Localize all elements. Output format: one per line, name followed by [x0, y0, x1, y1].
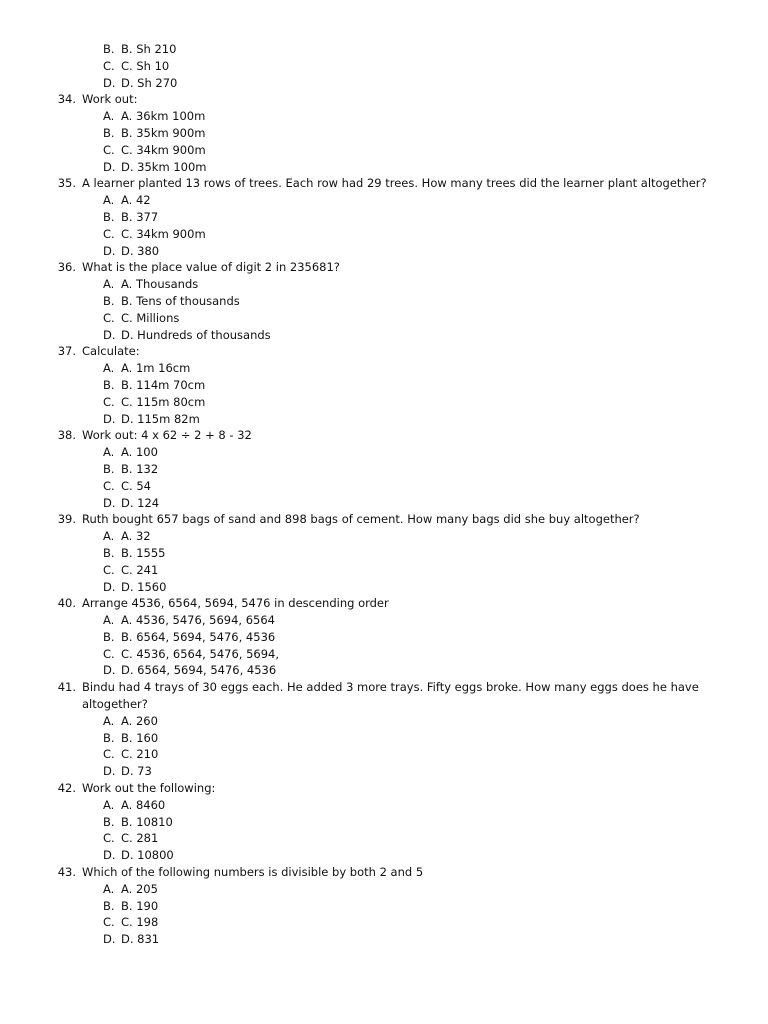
question-block	[0, 780, 768, 864]
option-text: A. 32	[121, 529, 151, 544]
option-text: D. 6564, 5694, 5476, 4536	[121, 663, 277, 678]
option-text: A. 42	[121, 193, 151, 208]
question-text: Work out the following:	[82, 781, 216, 796]
document-page	[0, 41, 768, 948]
answer-option	[0, 528, 768, 545]
answer-option	[0, 377, 768, 394]
option-text: C. 4536, 6564, 5476, 5694,	[121, 646, 279, 661]
option-text: A. 260	[121, 713, 158, 728]
answer-option	[0, 41, 768, 58]
answer-option	[0, 75, 768, 92]
option-letter: B.	[103, 730, 115, 745]
answer-option	[0, 495, 768, 512]
option-letter: D.	[103, 579, 116, 594]
answer-option	[0, 898, 768, 915]
option-text: D. Sh 270	[121, 75, 178, 90]
option-letter: A.	[103, 277, 115, 292]
option-letter: D.	[103, 663, 116, 678]
question-block	[0, 679, 768, 780]
option-letter: D.	[103, 75, 116, 90]
answer-option	[0, 746, 768, 763]
option-letter: A.	[103, 445, 115, 460]
option-text: B. 35km 900m	[121, 125, 206, 140]
option-letter: A.	[103, 797, 115, 812]
option-text: C. 241	[121, 562, 159, 577]
question-block	[0, 864, 768, 948]
answer-option	[0, 411, 768, 428]
answer-option	[0, 478, 768, 495]
question-block	[0, 427, 768, 511]
question-number: 38.	[57, 428, 76, 443]
option-letter: C.	[103, 562, 115, 577]
question-line	[0, 427, 768, 444]
answer-option	[0, 646, 768, 663]
continued-options	[0, 41, 768, 91]
question-block	[0, 343, 768, 427]
question-number: 41.	[57, 680, 76, 695]
option-letter: D.	[103, 159, 116, 174]
answer-option	[0, 293, 768, 310]
option-letter: D.	[103, 411, 116, 426]
answer-option	[0, 797, 768, 814]
option-text: D. 35km 100m	[121, 159, 207, 174]
answer-option	[0, 545, 768, 562]
option-text: A. 8460	[121, 797, 166, 812]
option-letter: B.	[103, 377, 115, 392]
option-text: C. 54	[121, 478, 151, 493]
question-block	[0, 259, 768, 343]
option-letter: D.	[103, 327, 116, 342]
answer-option	[0, 914, 768, 931]
question-number: 42.	[57, 781, 76, 796]
question-number: 34.	[57, 92, 76, 107]
question-line	[0, 679, 768, 713]
option-letter: C.	[103, 394, 115, 409]
question-block	[0, 595, 768, 679]
option-text: C. 198	[121, 915, 159, 930]
option-text: C. 34km 900m	[121, 226, 206, 241]
option-letter: A.	[103, 713, 115, 728]
question-number: 39.	[57, 512, 76, 527]
option-letter: C.	[103, 831, 115, 846]
answer-option	[0, 579, 768, 596]
option-letter: B.	[103, 42, 115, 56]
question-line	[0, 595, 768, 612]
option-letter: B.	[103, 545, 115, 560]
option-letter: C.	[103, 915, 115, 930]
option-letter: B.	[103, 461, 115, 476]
question-number: 40.	[57, 596, 76, 611]
question-text: Work out: 4 x 62 ÷ 2 + 8 - 32	[82, 428, 252, 443]
option-text: D. 73	[121, 764, 152, 779]
option-text: D. 10800	[121, 848, 174, 863]
option-letter: A.	[103, 529, 115, 544]
option-letter: C.	[103, 478, 115, 493]
option-text: D. 831	[121, 932, 160, 947]
answer-option	[0, 243, 768, 260]
option-text: B. 190	[121, 898, 159, 913]
option-letter: D.	[103, 932, 116, 947]
option-text: D. 380	[121, 243, 160, 258]
question-text: Work out:	[82, 92, 138, 107]
option-letter: C.	[103, 142, 115, 157]
answer-option	[0, 830, 768, 847]
option-text: A. Thousands	[121, 277, 199, 292]
option-letter: B.	[103, 629, 115, 644]
option-text: B. Sh 210	[121, 42, 177, 56]
question-line	[0, 259, 768, 276]
option-text: B. 160	[121, 730, 159, 745]
answer-option	[0, 814, 768, 831]
question-text: Which of the following numbers is divisible by both 2 and 5	[82, 865, 424, 880]
option-letter: C.	[103, 310, 115, 325]
option-letter: C.	[103, 58, 115, 73]
option-text: A. 205	[121, 881, 158, 896]
answer-option	[0, 562, 768, 579]
answer-option	[0, 730, 768, 747]
question-line	[0, 511, 768, 528]
option-text: B. 114m 70cm	[121, 377, 206, 392]
option-letter: D.	[103, 764, 116, 779]
option-letter: B.	[103, 814, 115, 829]
answer-option	[0, 713, 768, 730]
option-text: C. 281	[121, 831, 159, 846]
option-letter: D.	[103, 848, 116, 863]
answer-option	[0, 931, 768, 948]
answer-option	[0, 226, 768, 243]
option-text: A. 4536, 5476, 5694, 6564	[121, 613, 275, 628]
answer-option	[0, 881, 768, 898]
question-line	[0, 91, 768, 108]
option-letter: A.	[103, 193, 115, 208]
answer-option	[0, 276, 768, 293]
answer-option	[0, 662, 768, 679]
question-line	[0, 175, 768, 192]
answer-option	[0, 444, 768, 461]
option-text: B. 377	[121, 209, 159, 224]
answer-option	[0, 108, 768, 125]
option-letter: D.	[103, 495, 116, 510]
question-text: Bindu had 4 trays of 30 eggs each. He added 3 more trays. Fifty eggs broke. How many eggs does he have altogether?	[82, 680, 699, 712]
answer-option	[0, 612, 768, 629]
answer-option	[0, 763, 768, 780]
answer-option	[0, 209, 768, 226]
option-letter: D.	[103, 243, 116, 258]
option-letter: A.	[103, 109, 115, 124]
answer-option	[0, 142, 768, 159]
option-letter: C.	[103, 747, 115, 762]
question-text: Calculate:	[82, 344, 140, 359]
option-letter: C.	[103, 226, 115, 241]
option-text: D. 115m 82m	[121, 411, 200, 426]
answer-option	[0, 327, 768, 344]
option-text: B. 10810	[121, 814, 173, 829]
option-text: A. 1m 16cm	[121, 361, 191, 376]
question-block	[0, 175, 768, 259]
question-number: 37.	[57, 344, 76, 359]
question-block	[0, 91, 768, 175]
question-line	[0, 864, 768, 881]
option-letter: A.	[103, 881, 115, 896]
option-text: C. 210	[121, 747, 159, 762]
question-number: 35.	[57, 176, 76, 191]
option-text: D. 124	[121, 495, 160, 510]
option-text: C. Sh 10	[121, 58, 170, 73]
answer-option	[0, 159, 768, 176]
option-letter: B.	[103, 293, 115, 308]
answer-option	[0, 310, 768, 327]
option-text: B. 6564, 5694, 5476, 4536	[121, 629, 276, 644]
question-text: Arrange 4536, 6564, 5694, 5476 in descending order	[82, 596, 389, 611]
question-number: 43.	[57, 865, 76, 880]
option-letter: A.	[103, 361, 115, 376]
question-text: A learner planted 13 rows of trees. Each row had 29 trees. How many trees did the learner plant altogether?	[82, 176, 707, 191]
question-line	[0, 780, 768, 797]
option-letter: A.	[103, 613, 115, 628]
question-text: Ruth bought 657 bags of sand and 898 bags of cement. How many bags did she buy altogether?	[82, 512, 640, 527]
question-line	[0, 343, 768, 360]
option-text: B. Tens of thousands	[121, 293, 240, 308]
answer-option	[0, 461, 768, 478]
option-text: C. 115m 80cm	[121, 394, 206, 409]
answer-option	[0, 394, 768, 411]
option-text: D. Hundreds of thousands	[121, 327, 271, 342]
question-text: What is the place value of digit 2 in 235681?	[82, 260, 340, 275]
answer-option	[0, 192, 768, 209]
option-text: C. Millions	[121, 310, 180, 325]
question-number: 36.	[57, 260, 76, 275]
option-text: D. 1560	[121, 579, 167, 594]
answer-option	[0, 847, 768, 864]
option-letter: B.	[103, 898, 115, 913]
option-text: C. 34km 900m	[121, 142, 206, 157]
answer-option	[0, 125, 768, 142]
answer-option	[0, 629, 768, 646]
option-letter: B.	[103, 209, 115, 224]
option-text: B. 132	[121, 461, 159, 476]
answer-option	[0, 360, 768, 377]
question-block	[0, 511, 768, 595]
option-text: A. 36km 100m	[121, 109, 206, 124]
option-letter: C.	[103, 646, 115, 661]
option-letter: B.	[103, 125, 115, 140]
option-text: A. 100	[121, 445, 158, 460]
answer-option	[0, 58, 768, 75]
option-text: B. 1555	[121, 545, 166, 560]
